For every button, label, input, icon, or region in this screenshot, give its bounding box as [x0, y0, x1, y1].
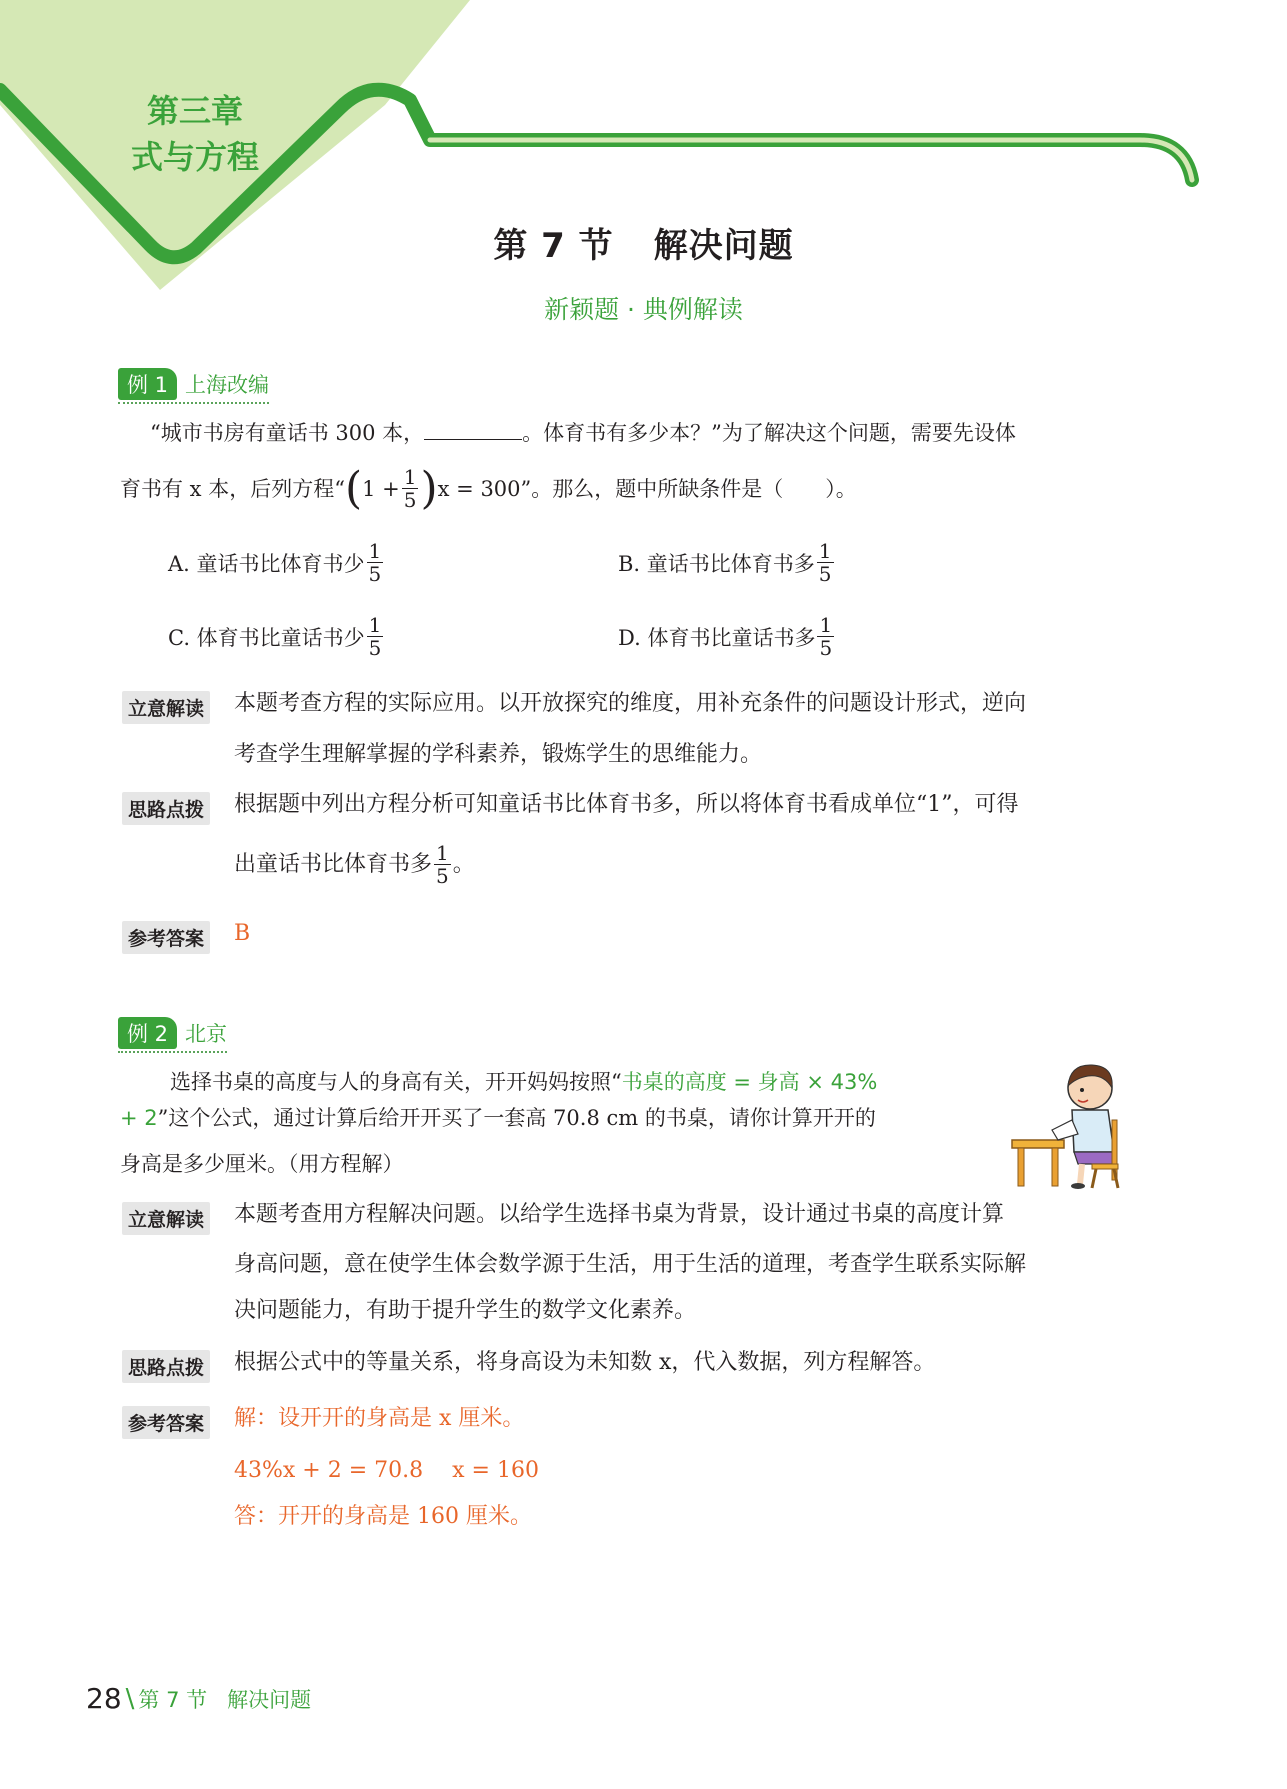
hint-text-line-1: 根据题中列出方程分析可知童话书比体育书多，所以将体育书看成单位“1”，可得 — [234, 792, 1019, 817]
denominator: 5 — [436, 864, 449, 888]
footer-divider: \ — [125, 1683, 135, 1714]
section-title — [0, 218, 1287, 267]
left-paren: ( — [344, 462, 363, 514]
numerator: 1 — [436, 841, 449, 865]
question-text: “城市书房有童话书 300 本， — [150, 421, 425, 445]
option-a — [168, 540, 385, 585]
example-1-question-line-1 — [150, 419, 1016, 447]
chapter-number: 第三章 — [146, 92, 243, 130]
numerator: 1 — [818, 539, 832, 563]
question-text: 。体育书有多少本？”为了解决这个问题，需要先设体 — [522, 421, 1016, 445]
fraction-one-fifth — [817, 614, 834, 659]
example-2-tag — [118, 1017, 227, 1053]
question-text: x = 300”。那么，题中所缺条件是（ ）。 — [437, 476, 857, 501]
section-name: 解决问题 — [653, 226, 794, 266]
intent-text-line-3: 决问题能力，有助于提升学生的数学文化素养。 — [234, 1298, 697, 1323]
denominator: 5 — [819, 636, 833, 660]
equation-part: 1 + — [362, 476, 400, 501]
hint-label: 思路点拨 — [122, 792, 210, 825]
right-paren: ) — [420, 462, 438, 514]
section-number: 第 7 节 — [493, 226, 614, 266]
page-number: 28 — [86, 1682, 122, 1715]
numerator: 1 — [403, 465, 417, 489]
example-2-badge: 例 2 — [118, 1017, 177, 1049]
question-text: ”这个公式，通过计算后给开开买了一套高 70.8 cm 的书桌，请你计算开开的 — [157, 1106, 876, 1130]
example-1-tag — [118, 368, 269, 404]
example-2-source: 北京 — [185, 1022, 228, 1046]
denominator: 5 — [403, 488, 417, 512]
numerator: 1 — [368, 539, 382, 563]
answer-label: 参考答案 — [122, 921, 210, 954]
footer-section — [138, 1684, 311, 1714]
option-b — [618, 540, 836, 585]
formula-text: 书桌的高度 = 身高 × 43% — [621, 1070, 878, 1094]
footer-section-number: 第 7 节 — [138, 1687, 208, 1712]
denominator: 5 — [818, 562, 832, 586]
example-1-badge: 例 1 — [118, 368, 177, 400]
answer-blank — [424, 420, 522, 440]
fraction-one-fifth — [367, 614, 384, 659]
formula-text: + 2 — [120, 1106, 158, 1130]
question-text: 选择书桌的高度与人的身高有关，开开妈妈按照“ — [170, 1070, 622, 1094]
hint-text-line-1: 根据公式中的等量关系，将身高设为未知数 x，代入数据，列方程解答。 — [234, 1350, 936, 1375]
intent-label: 立意解读 — [122, 691, 210, 724]
answer-text: B — [234, 921, 251, 946]
example-2-question-line-2 — [120, 1104, 876, 1132]
hint-text: 。 — [452, 851, 475, 877]
option-text: A. 童话书比体育书少 — [168, 551, 365, 576]
example-1-source: 上海改编 — [185, 373, 270, 397]
section-subtitle: 新颖题 · 典例解读 — [544, 295, 743, 324]
example-2-question-line-3: 身高是多少厘米。（用方程解） — [120, 1152, 404, 1176]
intent-text-line-2: 身高问题，意在使学生体会数学源于生活，用于生活的道理，考查学生联系实际解 — [234, 1252, 1027, 1277]
hint-text-line-2 — [234, 842, 475, 887]
question-text: 育书有 x 本，后列方程“ — [120, 476, 345, 501]
hint-text: 出童话书比体育书多 — [234, 851, 433, 877]
option-text: C. 体育书比童话书少 — [168, 625, 365, 650]
answer-text-line-1: 解：设开开的身高是 x 厘米。 — [234, 1406, 525, 1431]
hint-label: 思路点拨 — [122, 1350, 210, 1383]
intent-text-line-1: 本题考查用方程解决问题。以给学生选择书桌为背景，设计通过书桌的高度计算 — [234, 1202, 1005, 1227]
denominator: 5 — [368, 636, 382, 660]
option-c — [168, 614, 385, 659]
numerator: 1 — [819, 613, 833, 637]
fraction-one-fifth — [434, 842, 451, 887]
denominator: 5 — [368, 562, 382, 586]
numerator: 1 — [368, 613, 382, 637]
intent-label: 立意解读 — [122, 1202, 210, 1235]
example-2-question-line-1 — [170, 1068, 877, 1096]
option-text: D. 体育书比童话书多 — [618, 625, 816, 650]
intent-text-line-2: 考查学生理解掌握的学科素养，锻炼学生的思维能力。 — [234, 742, 763, 767]
intent-text-line-1: 本题考查方程的实际应用。以开放探究的维度，用补充条件的问题设计形式，逆向 — [234, 691, 1027, 716]
fraction-one-fifth — [817, 540, 834, 585]
answer-text-line-2: 43%x + 2 = 70.8 x = 160 — [234, 1458, 539, 1483]
child-at-desk-illustration — [1008, 1060, 1128, 1190]
fraction-one-fifth — [402, 466, 419, 511]
chapter-label — [110, 88, 280, 180]
footer-section-name: 解决问题 — [227, 1687, 312, 1712]
answer-label: 参考答案 — [122, 1406, 210, 1439]
chapter-title: 式与方程 — [130, 138, 259, 176]
example-1-question-line-2 — [120, 462, 857, 514]
fraction-one-fifth — [367, 540, 384, 585]
answer-text-line-3: 答：开开的身高是 160 厘米。 — [234, 1504, 532, 1529]
option-text: B. 童话书比体育书多 — [618, 551, 815, 576]
page-footer — [86, 1682, 311, 1715]
option-d — [618, 614, 836, 659]
